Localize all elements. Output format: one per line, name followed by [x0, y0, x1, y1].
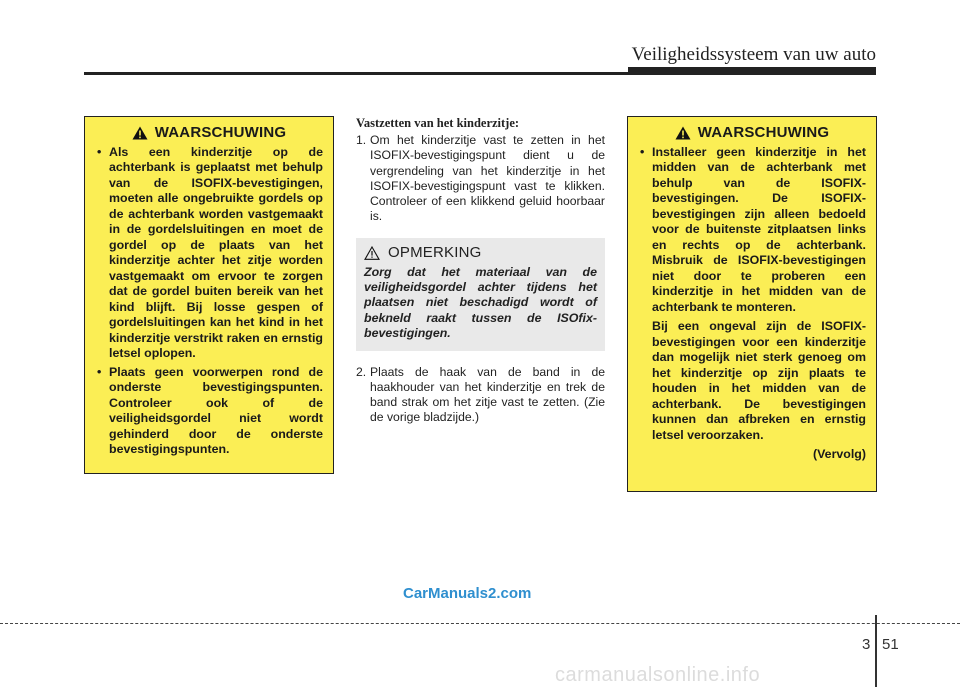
continued-label: (Vervolg) — [812, 447, 866, 461]
step-number: 2. — [356, 364, 367, 379]
left-warning-item: • Als een kinderzitje op de achterbank is geplaatst met behulp van de ISOFIX-bevestigingen, moeten alle ongebruikte gordels op de achterbank worden vastgemaakt in de gordelsluitingen en moet de gordel op de plaats van het kinderzitje achter het zitje worden vastgemaakt om ervoor te zorgen dat de gordel buiten bereik van het kind blijft. Bij losse gespen of gordelsluitingen kan het kind in het kinderzitje verstrikt raken en ernstig letsel oplopen. — [95, 145, 323, 362]
right-warning-title: WAARSCHUWING — [697, 124, 830, 141]
note-box — [356, 238, 605, 350]
left-warning-box — [84, 116, 334, 474]
left-warning-title: WAARSCHUWING — [154, 124, 287, 141]
header-rule-accent — [628, 67, 876, 73]
bottom-watermark: carmanualsonline.info — [555, 664, 761, 686]
right-warning-item-text: Installeer geen kinderzitje in het midden van de achterbank met behulp van de ISOFIX-bevestigingen. De ISOFIX-bevestigingen zijn alleen bedoeld voor de buitenste zitplaatsen links en rechts op de achterbank. Misbruik de ISOFIX-bevestigingen niet door te proberen een kinderzitje in het midden van de achterbank te monteren. — [652, 144, 866, 314]
step-number: 1. — [356, 133, 367, 148]
step-text: Om het kinderzitje vast te zetten in het ISOFIX-bevestigingspunt dient u de vergrendeling van het kinderzitje in het ISOFIX-bevestigingspunt vast te klikken. Controleer of een klikkend geluid hoorbaar is. — [370, 133, 605, 224]
right-warning-box — [627, 116, 877, 492]
middle-column — [356, 116, 605, 425]
footer-dashed-rule — [0, 623, 960, 624]
note-text: Zorg dat het materiaal van de veiligheidsgordel achter tijdens het plaatsen niet beschadigd wordt of bekneld raakt tussen de ISOfix-bevestigingen. — [364, 264, 597, 341]
step-text: Plaats de haak van de band in de haakhouder van het kinderzitje en trek de band strak om het zitje vast te zetten. (Zie de vorige bladzijde.) — [370, 364, 605, 425]
section-title: Vastzetten van het kinderzitje: — [356, 116, 520, 130]
left-warning-list — [95, 145, 323, 458]
page-number-separator — [875, 615, 877, 687]
right-warning-item — [638, 145, 866, 444]
left-warning-header — [95, 125, 323, 141]
page-header-title: Veiligheidssysteem van uw auto — [631, 44, 876, 65]
caution-triangle-icon — [364, 246, 380, 260]
left-warning-item: • Plaats geen voorwerpen rond de onderste bevestigingspunten. Controleer ook of de veiligheidsgordel niet wordt gehinderd door de onderste bevestigingspunten. — [95, 365, 323, 458]
note-title: OPMERKING — [388, 244, 482, 262]
right-warning-header — [638, 125, 866, 141]
right-warning-paragraph: Bij een ongeval zijn de ISOFIX-bevestigingen voor een kinderzitje dan mogelijk niet sterk genoeg om het kinderzitje op zijn plaats te houden in het midden van de achterbank. De bevestigingen kunnen dan afbreken en ernstig letsel veroorzaken. — [652, 319, 866, 442]
warning-triangle-icon — [132, 126, 148, 140]
site-watermark: CarManuals2.com — [403, 585, 532, 602]
step-item — [356, 133, 605, 224]
page-number: 51 — [882, 636, 899, 653]
step-item — [356, 365, 605, 426]
note-header — [364, 245, 597, 260]
warning-triangle-icon — [675, 126, 691, 140]
chapter-number: 3 — [862, 636, 871, 653]
right-warning-list — [638, 145, 866, 444]
